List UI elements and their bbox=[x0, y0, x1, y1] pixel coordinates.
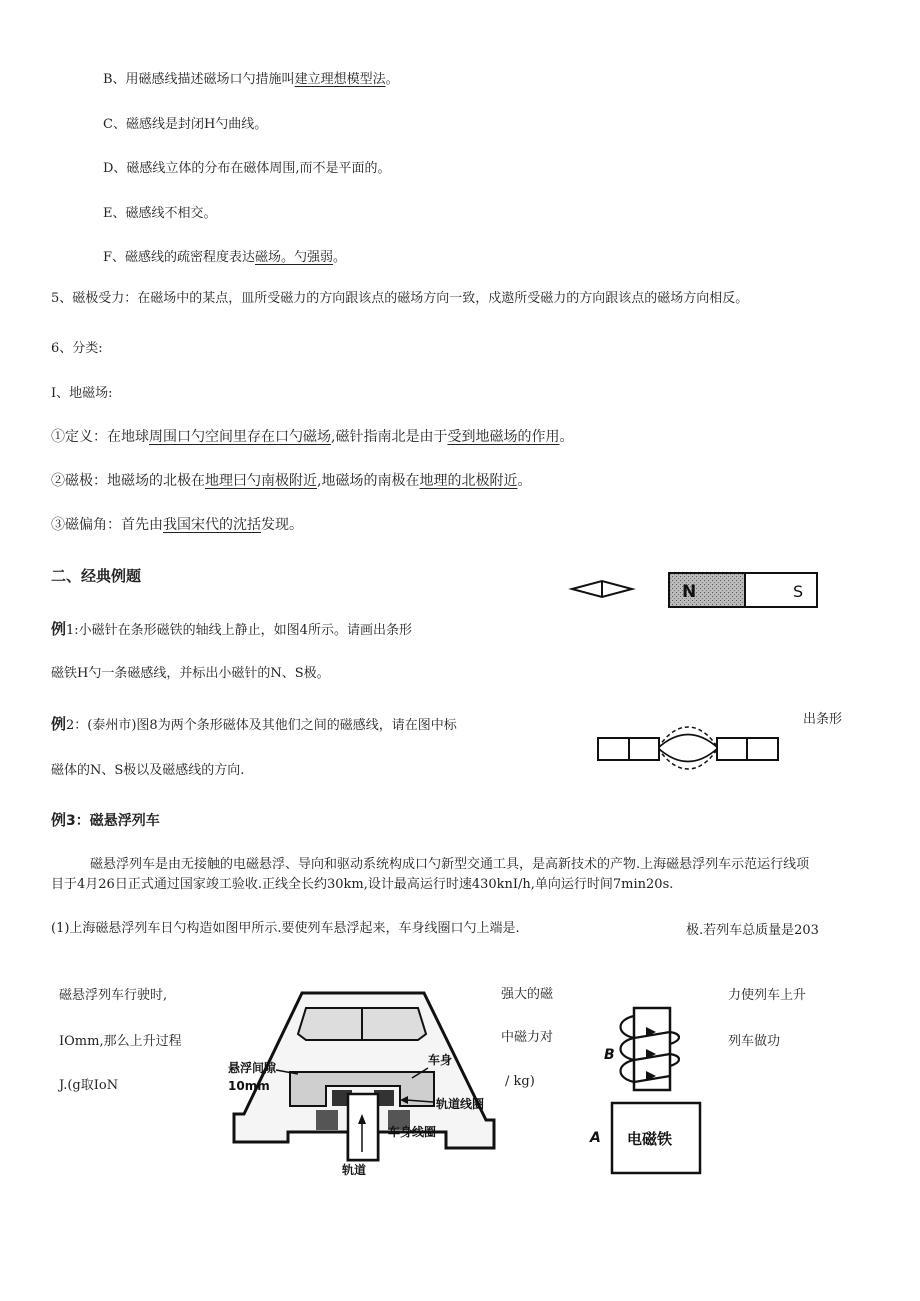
compass-needle-figure bbox=[570, 578, 635, 600]
electromagnet-label: 电磁铁 bbox=[627, 1130, 673, 1148]
poles-end: 。 bbox=[517, 473, 532, 489]
question-1: (1)上海磁悬浮列车日勺构造如图甲所示.要使列车悬浮起来，车身线圈口勺上端是. bbox=[51, 921, 520, 936]
two-magnets-figure bbox=[596, 724, 781, 774]
example-3-title bbox=[51, 811, 160, 830]
example-1-label: 例 bbox=[51, 620, 67, 638]
example-3-title-text: 3：磁悬浮列车 bbox=[66, 813, 160, 829]
fragment-right-1: 力使列车上升 bbox=[728, 988, 807, 1003]
option-b-underlined: 建立理想模型法 bbox=[294, 72, 386, 87]
definition-end: 。 bbox=[559, 429, 574, 445]
declination-line bbox=[51, 517, 303, 534]
example-3-paragraph-2: 目于4月26日正式通过国家竣工验收.正线全长约30km,设计最高运行时速430knI/h,单向运行时间7min20s. bbox=[51, 877, 674, 892]
section-title: 二、经典例题 bbox=[51, 567, 142, 585]
declination-end: 发现。 bbox=[261, 517, 303, 533]
poles-mid: ,地磁场的南极在 bbox=[317, 473, 420, 489]
fragment-left-2: IOmm,那么上升过程 bbox=[59, 1034, 182, 1049]
poles-line bbox=[51, 473, 531, 490]
train-label-track-coil: 轨道线圈 bbox=[436, 1097, 485, 1111]
option-f bbox=[103, 250, 346, 266]
example-2-line-2: 磁体的N、S极以及磁感线的方向. bbox=[51, 763, 245, 778]
coil-label-b: B bbox=[604, 1047, 615, 1063]
poles-underlined-2: 地理的北极附近 bbox=[419, 473, 518, 489]
definition-underlined-2: 受到地磁场的作用 bbox=[447, 429, 560, 445]
declination-underlined: 我国宋代的沈括 bbox=[163, 517, 261, 533]
example-1-line-1 bbox=[51, 620, 412, 639]
fragment-right-2: 列车做功 bbox=[728, 1034, 781, 1049]
option-d: D、磁感线立体的分布在磁体周围,而不是平面的。 bbox=[103, 161, 391, 176]
option-f-underlined: 磁场。勺强弱 bbox=[255, 250, 334, 265]
item-5: 5、磁极受力：在磁场中的某点，皿所受磁力的方向跟该点的磁场方向一致，戍遨所受磁力的方向跟该点的磁场方向相反。 bbox=[51, 291, 749, 306]
option-e: E、磁感线不相交。 bbox=[103, 206, 217, 221]
train-label-body: 车身 bbox=[428, 1053, 453, 1067]
geomagnetic-heading: I、地磁场: bbox=[51, 386, 113, 401]
example-2-side-text: 出条形 bbox=[803, 712, 843, 727]
example-3-label: 例 bbox=[51, 811, 67, 829]
train-label-gap: 悬浮间隙 bbox=[228, 1061, 277, 1075]
option-b-text: B、用磁感线描述磁场口勺措施叫 bbox=[103, 72, 295, 87]
option-f-end: 。 bbox=[333, 250, 347, 265]
fragment-mid-2: 中磁力对 bbox=[501, 1030, 554, 1045]
definition-line bbox=[51, 429, 573, 446]
option-f-text: F、磁感线的疏密程度表达 bbox=[103, 250, 256, 265]
option-b-end: 。 bbox=[385, 72, 399, 87]
definition-underlined-1: 周围口勺空间里存在口勺磁场 bbox=[149, 429, 331, 445]
definition-mid: ,磁针指南北是由于 bbox=[331, 429, 448, 445]
magnet-s-label: S bbox=[793, 582, 804, 601]
fragment-mid-3: / kg) bbox=[505, 1074, 535, 1089]
definition-text: ①定义：在地球 bbox=[51, 429, 149, 445]
example-1-text: 1:小磁针在条形磁铁的轴线上静止，如图4所示。请画出条形 bbox=[66, 623, 412, 638]
question-1-right: 极.若列车总质量是203 bbox=[686, 923, 819, 938]
poles-underlined-1: 地理曰勺南极附近 bbox=[205, 473, 317, 489]
option-b bbox=[103, 72, 399, 88]
maglev-train-figure bbox=[228, 990, 500, 1176]
poles-text: ②磁极：地磁场的北极在 bbox=[51, 473, 205, 489]
train-label-track: 轨道 bbox=[342, 1163, 367, 1177]
example-2-line-1 bbox=[51, 715, 457, 734]
example-1-line-2: 磁铁H勺一条磁感线，并标出小磁针的N、S极。 bbox=[51, 666, 330, 681]
magnet-n-label: N bbox=[682, 582, 697, 602]
fragment-left-3: J.(g取IoN bbox=[59, 1078, 119, 1093]
train-label-gap-size: 10mm bbox=[228, 1079, 270, 1093]
item-6: 6、分类: bbox=[51, 341, 103, 356]
example-3-paragraph-1: 磁悬浮列车是由无接触的电磁悬浮、导向和驱动系统构成口勺新型交通工具，是高新技术的产物.上海磁悬浮列车示范运行线项 bbox=[90, 857, 810, 872]
fragment-left-1: 磁悬浮列车行驶时, bbox=[59, 988, 168, 1003]
example-2-label: 例 bbox=[51, 715, 67, 733]
coil-label-a: A bbox=[590, 1130, 601, 1146]
declination-text: ③磁偏角：首先由 bbox=[51, 517, 163, 533]
electromagnet-figure bbox=[582, 1004, 702, 1186]
fragment-mid-1: 强大的磁 bbox=[501, 987, 554, 1002]
train-label-body-coil: 车身线圈 bbox=[388, 1125, 437, 1139]
example-2-text: 2：(泰州市)图8为两个条形磁体及其他们之间的磁感线，请在图中标 bbox=[66, 718, 457, 733]
option-c: C、磁感线是封闭H勺曲线。 bbox=[103, 117, 268, 132]
bar-magnet-figure bbox=[668, 572, 820, 610]
